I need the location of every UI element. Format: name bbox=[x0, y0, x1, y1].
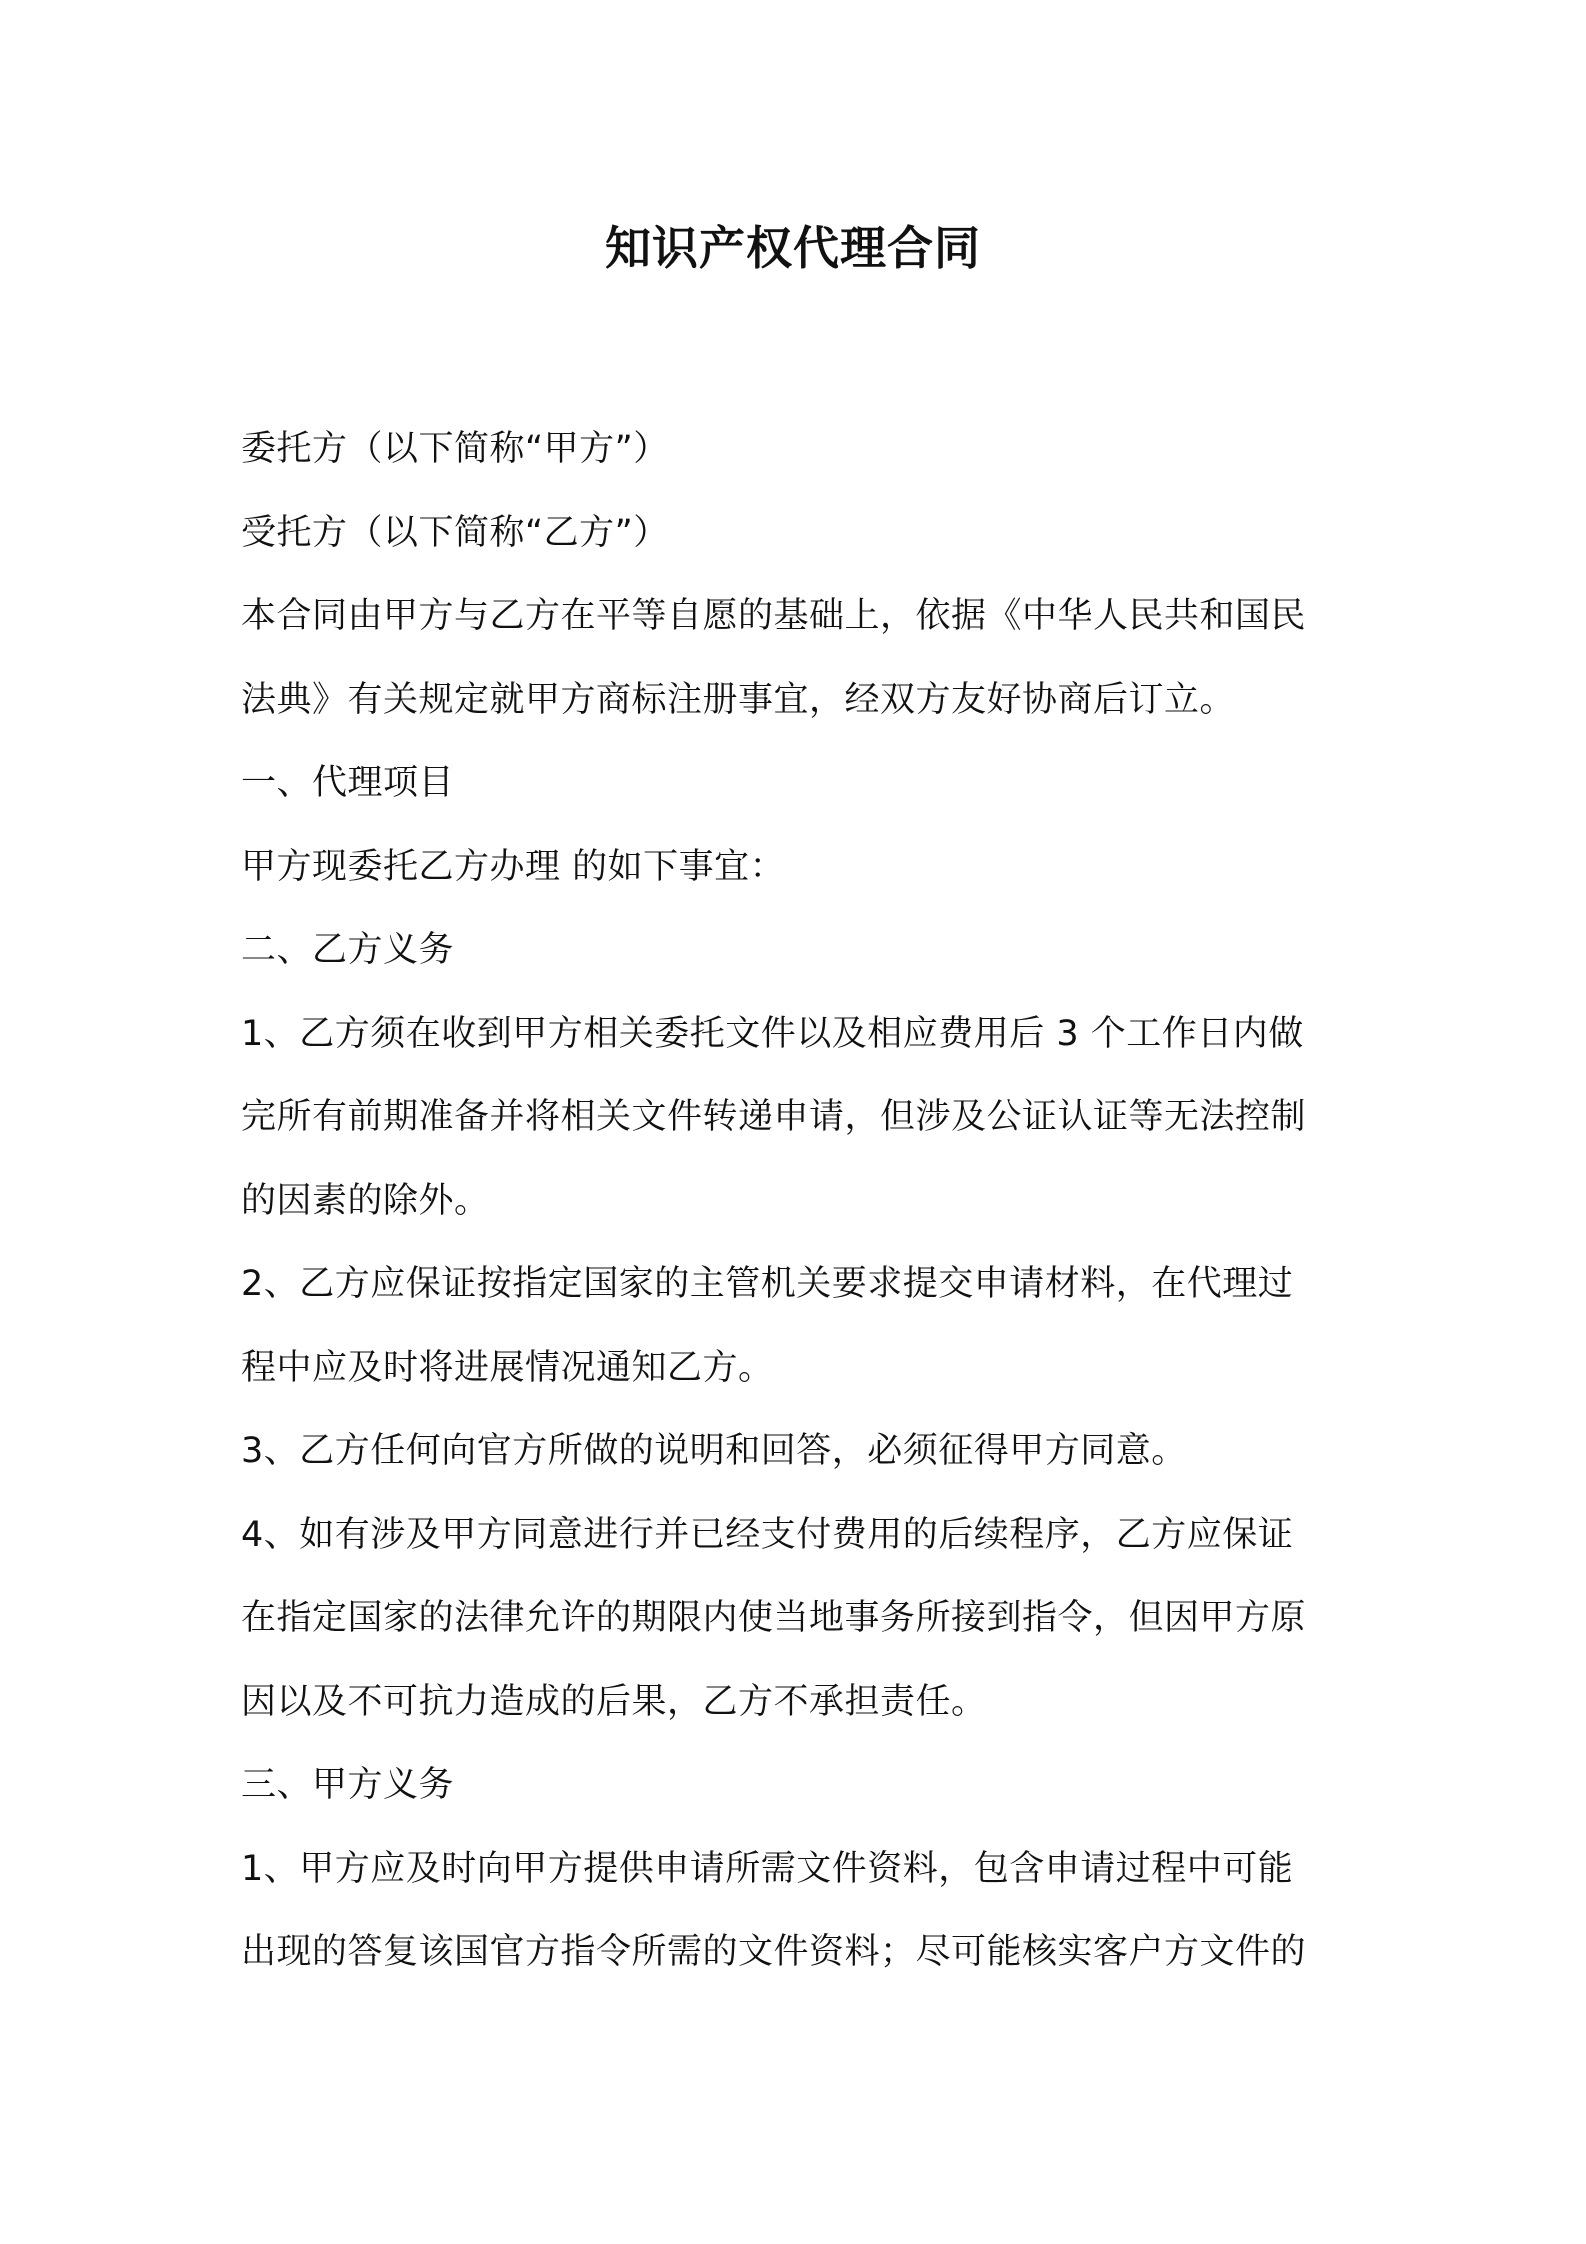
preamble-line-1: 本合同由甲方与乙方在平等自愿的基础上，依据《中华人民共和国民 bbox=[241, 596, 1307, 636]
document-body bbox=[241, 408, 1361, 1995]
clause-3-1-line-2: 出现的答复该国官方指令所需的文件资料；尽可能核实客户方文件的 bbox=[241, 1932, 1307, 1972]
agent-party-line: 受托方（以下简称“乙方”） bbox=[241, 512, 669, 553]
document-title: 知识产权代理合同 bbox=[605, 221, 981, 275]
clause-2-3-line-1: 3、乙方任何向官方所做的说明和回答，必须征得甲方同意。 bbox=[241, 1431, 1187, 1471]
clause-2-1-line-3: 的因素的除外。 bbox=[241, 1180, 490, 1221]
section-heading-2: 二、乙方义务 bbox=[241, 930, 455, 970]
clause-3-1-line-1: 1、甲方应及时向甲方提供申请所需文件资料，包含申请过程中可能 bbox=[241, 1848, 1294, 1889]
clause-2-4-line-3: 因以及不可抗力造成的后果，乙方不承担责任。 bbox=[241, 1681, 987, 1722]
clause-2-4-line-1: 4、如有涉及甲方同意进行并已经支付费用的后续程序，乙方应保证 bbox=[241, 1514, 1294, 1555]
preamble-line-2: 法典》有关规定就甲方商标注册事宜，经双方友好协商后订立。 bbox=[241, 679, 1236, 720]
section-heading-1: 一、代理项目 bbox=[241, 763, 455, 803]
clause-2-2-line-2: 程中应及时将进展情况通知乙方。 bbox=[241, 1347, 774, 1388]
section-heading-3: 三、甲方义务 bbox=[241, 1765, 455, 1805]
client-party-line: 委托方（以下简称“甲方”） bbox=[241, 429, 669, 469]
section-1-line-1: 甲方现委托乙方办理 的如下事宜： bbox=[241, 846, 786, 887]
clause-2-2-line-1: 2、乙方应保证按指定国家的主管机关要求提交申请材料，在代理过 bbox=[241, 1264, 1294, 1304]
clause-2-1-line-1: 1、乙方须在收到甲方相关委托文件以及相应费用后 3 个工作日内做 bbox=[241, 1013, 1304, 1054]
clause-2-4-line-2: 在指定国家的法律允许的期限内使当地事务所接到指令，但因甲方原 bbox=[241, 1598, 1307, 1638]
clause-2-1-line-2: 完所有前期准备并将相关文件转递申请，但涉及公证认证等无法控制 bbox=[241, 1097, 1307, 1137]
